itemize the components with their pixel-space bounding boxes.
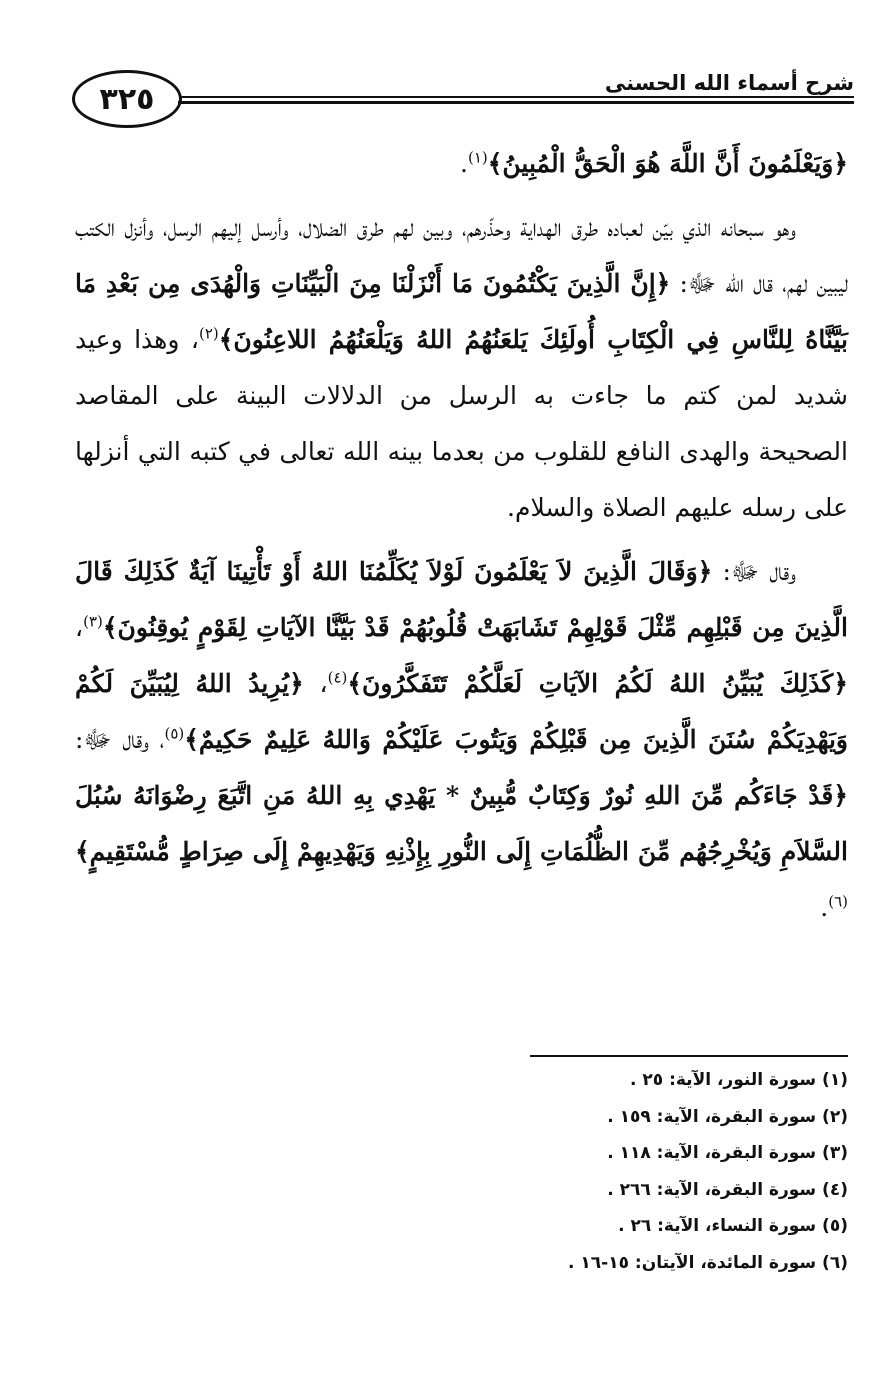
punctuation: . — [820, 893, 829, 922]
header-rule-thick — [178, 101, 854, 104]
page-number: ٣٢٥ — [72, 70, 182, 128]
quran-verse: ﴿وَقَالَ الَّذِينَ لاَ يَعْلَمُونَ لَوْلاَ يُكَلِّمُنَا اللهُ أَوْ تَأْتِينَا آيَةٌ كَذَلِكَ قَالَ الَّذِينَ مِن قَبْلِهِم مِّثْلَ قَوْلِهِمْ تَشَابَهَتْ قُلُوبُهُمْ قَدْ بَيَّنَّا الآيَاتِ لِقَوْمٍ يُوقِنُونَ﴾ — [75, 557, 848, 642]
paragraph-2 — [75, 200, 848, 536]
footnotes-list — [348, 1062, 848, 1281]
header-rule — [180, 96, 854, 98]
footnote-ref: (٥) — [164, 724, 185, 743]
footnote-ref: (١) — [467, 148, 488, 167]
quran-verse: ﴿كَذَلِكَ يُبَيِّنُ اللهُ لَكُمُ الآيَاتِ لَعَلَّكُمْ تَتَفَكَّرُونَ﴾ — [347, 669, 848, 698]
main-text — [75, 136, 848, 936]
footnote-item: (٢) سورة البقرة، الآية: ١٥٩ . — [607, 1106, 848, 1127]
paragraph-text: وقال ﷻ: — [722, 557, 797, 586]
page-header — [72, 70, 854, 134]
footnote-separator — [530, 1055, 848, 1057]
punctuation: ، — [75, 613, 84, 642]
footnote-item: (٥) سورة النساء، الآية: ٢٦ . — [618, 1216, 848, 1236]
footnote-ref: (٢) — [198, 324, 219, 343]
paragraph-text: ، وهذا وعيد شديد لمن كتم ما جاءت به الرسل من الدلالات البينة على المقاصد الصحيحة والهدى النافع للقلوب من بعدما بينه الله تعالى في كتبه التي أنزلها على رسله عليهم الصلاة والسلام. — [75, 325, 848, 522]
footnote-ref: (٤) — [327, 668, 348, 687]
quran-verse: ﴿يُرِيدُ اللهُ لِيُبَيِّنَ لَكُمْ وَيَهْدِيَكُمْ سُنَنَ الَّذِينَ مِن قَبْلِكُمْ وَيَتُوبَ عَلَيْكُمْ وَاللهُ عَلِيمٌ حَكِيمٌ﴾ — [75, 669, 849, 754]
footnote-item: (٤) سورة البقرة، الآية: ٢٦٦ . — [607, 1179, 848, 1200]
footnote-item: (٦) سورة المائدة، الآيتان: ١٥-١٦ . — [568, 1252, 848, 1273]
punctuation: . — [460, 149, 468, 178]
footnote-item: (٣) سورة البقرة، الآية: ١١٨ . — [607, 1143, 848, 1163]
paragraph-text: ، وقال ﷻ: — [75, 725, 165, 754]
footnote-ref: (٦) — [828, 892, 848, 911]
footnote-item: (١) سورة النور، الآية: ٢٥ . — [630, 1070, 848, 1090]
punctuation: ، — [319, 669, 328, 698]
quran-verse: ﴿وَيَعْلَمُونَ أَنَّ اللَّهَ هُوَ الْحَقُّ الْمُبِينُ﴾ — [487, 149, 848, 178]
paragraph-1 — [75, 136, 848, 192]
quran-verse: ﴿إِنَّ الَّذِينَ يَكْتُمُونَ مَا أَنْزَلْنَا مِنَ الْبَيِّنَاتِ وَالْهُدَى مِن بَعْدِ مَا بَيَّنَّاهُ لِلنَّاسِ فِي الْكِتَابِ أُولَئِكَ يَلعَنُهُمُ اللهُ وَيَلْعَنُهُمُ اللاعِنُونَ﴾ — [75, 269, 848, 354]
paragraph-text: وهو سبحانه الذي بيّن لعباده طرق الهداية وحذّرهم، وبين لهم طرق الضلال، وأرسل إليهم الرسل، وأنزل الكتب ليبين لهم، قال الله ﷻ: — [75, 213, 849, 298]
footnote-ref: (٣) — [83, 612, 103, 631]
book-title: شرح أسماء الله الحسنى — [597, 70, 854, 96]
paragraph-3 — [75, 544, 848, 936]
quran-verse: ﴿قَدْ جَاءَكُم مِّنَ اللهِ نُورٌ وَكِتَابٌ مُّبِينٌ * يَهْدِي بِهِ اللهُ مَنِ اتَّبَعَ رِضْوَانَهُ سُبُلَ السَّلاَمِ وَيُخْرِجُهُم مِّنَ الظُّلُمَاتِ إِلَى النُّورِ بِإِذْنِهِ وَيَهْدِيهِمْ إِلَى صِرَاطٍ مُّسْتَقِيمٍ﴾ — [75, 781, 848, 866]
